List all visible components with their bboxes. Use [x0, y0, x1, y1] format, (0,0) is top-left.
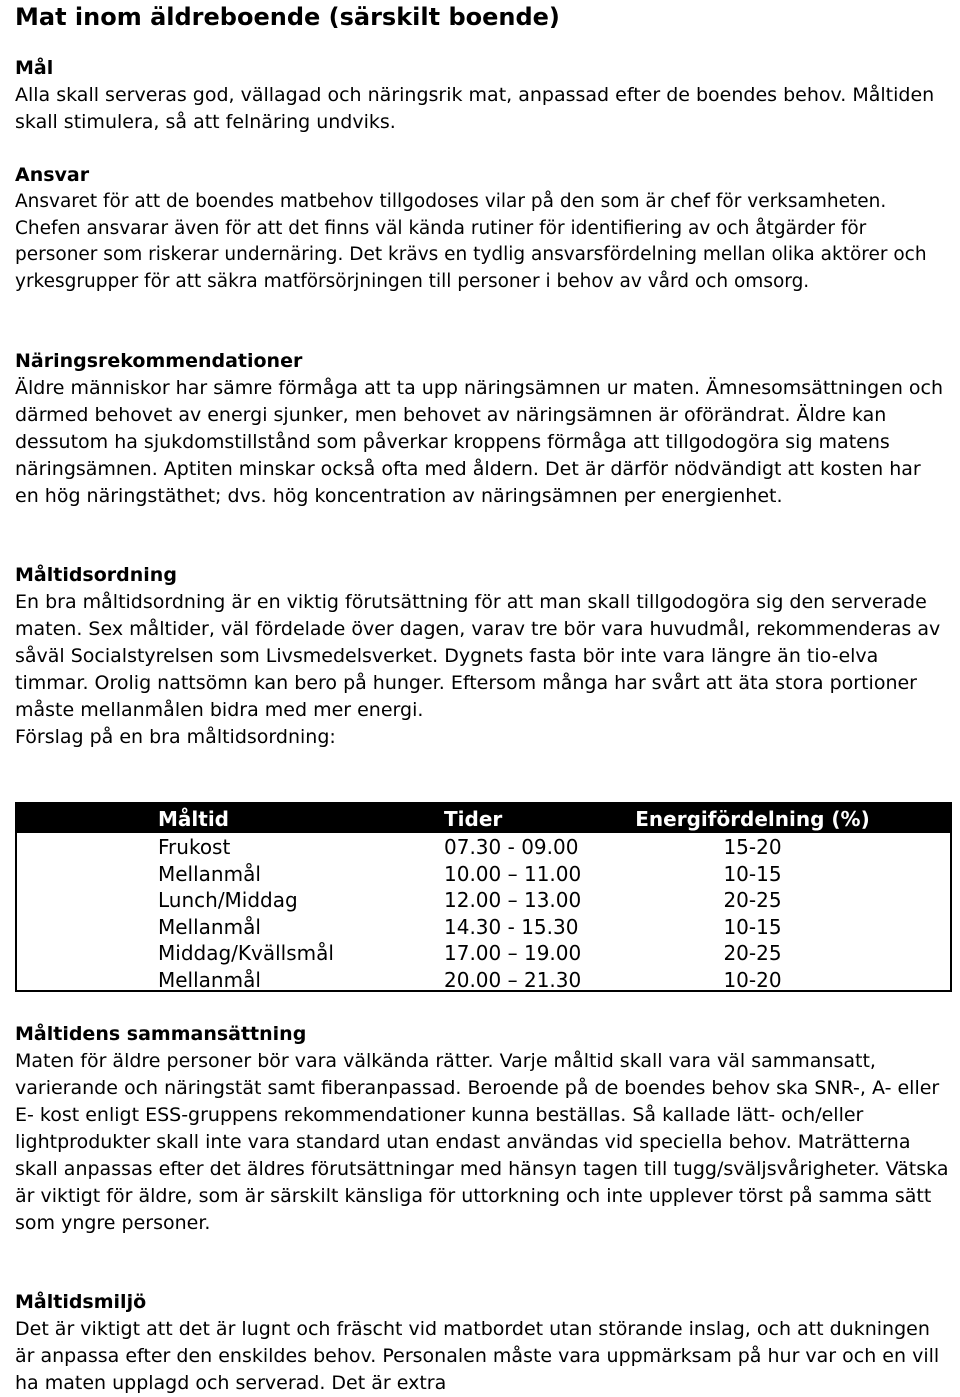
table-header-row	[17, 804, 950, 833]
table-cell-meal: Mellanmål	[158, 862, 261, 886]
section-heading-maltidsordning: Måltidsordning	[15, 564, 177, 586]
table-cell-time: 12.00 – 13.00	[444, 888, 582, 912]
section-heading-sammansattning: Måltidens sammansättning	[15, 1023, 307, 1045]
page-title: Mat inom äldreboende (särskilt boende)	[15, 3, 560, 31]
table-header-tider: Tider	[444, 807, 503, 831]
meal-schedule-table	[15, 802, 952, 992]
section-text-naringsrekommendationer: Äldre människor har sämre förmåga att ta upp näringsämnen ur maten. Ämnesomsättningen och därmed behovet av energi sjunker, men behovet av näringsämnen är oförändrat. Äldre kan dessutom ha sjukdomstillstånd som påverkar kroppens förmåga att tillgodogöra sig matens näringsämnen. Aptiten minskar också ofta med åldern. Det är därför nödvändigt att kosten har en hög näringstäthet; dvs. hög koncentration av näringsämnen per energienhet.	[15, 377, 944, 507]
section-maltidens-sammansattning	[15, 1021, 950, 1237]
table-cell-meal: Lunch/Middag	[158, 888, 298, 912]
table-cell-meal: Mellanmål	[158, 968, 261, 992]
section-maltidsmiljo	[15, 1289, 950, 1397]
table-cell-time: 10.00 – 11.00	[444, 862, 582, 886]
table-cell-time: 20.00 – 21.30	[444, 968, 582, 992]
table-cell-meal: Frukost	[158, 835, 231, 859]
section-naringsrekommendationer	[15, 348, 950, 510]
section-heading-mal: Mål	[15, 57, 54, 79]
table-cell-energy: 15-20	[723, 835, 782, 859]
table-cell-energy: 10-20	[723, 968, 782, 992]
table-header-maltid: Måltid	[158, 807, 229, 831]
table-cell-energy: 10-15	[723, 915, 782, 939]
table-cell-meal: Mellanmål	[158, 915, 261, 939]
section-mal	[15, 55, 950, 136]
section-text-mal: Alla skall serveras god, vällagad och näringsrik mat, anpassad efter de boendes behov. Måltiden skall stimulera, så att felnäring undviks.	[15, 84, 935, 133]
section-ansvar	[15, 162, 950, 295]
table-cell-energy: 20-25	[723, 888, 782, 912]
section-text-sammansattning: Maten för äldre personer bör vara välkända rätter. Varje måltid skall vara väl sammansatt, varierande och näringstät samt fiberanpassad. Beroende på de boendes behov ska SNR-, A- eller E- kost enligt ESS-gruppens rekommendationer kunna beställas. Så kallade lätt- och/eller lightprodukter skall inte vara standard utan endast användas vid speciella behov. Maträtterna skall anpassas efter det äldres förutsättningar med hänsyn tagen till tugg/sväljsvårigheter. Vätska är viktigt för äldre, som är särskilt känsliga för uttorkning och inte upplever törst på samma sätt som yngre personer.	[15, 1050, 949, 1234]
table-header-energifordelning: Energifördelning (%)	[635, 807, 870, 831]
section-heading-naringsrekommendationer: Näringsrekommendationer	[15, 350, 303, 372]
table-cell-energy: 10-15	[723, 862, 782, 886]
section-text-maltidsordning: En bra måltidsordning är en viktig förutsättning för att man skall tillgodogöra sig den serverade maten. Sex måltider, väl fördelade över dagen, varav tre bör vara huvudmål, rekommenderas av såväl Socialstyrelsen som Livsmedelsverket. Dygnets fasta bör inte vara längre än tio-elva timmar. Orolig nattsömn kan bero på hunger. Eftersom många har svårt att äta stora portioner måste mellanmålen bidra med mer energi.	[15, 591, 941, 721]
table-cell-time: 14.30 - 15.30	[444, 915, 579, 939]
table-cell-meal: Middag/Kvällsmål	[158, 941, 334, 965]
table-cell-time: 07.30 - 09.00	[444, 835, 579, 859]
section-text-maltidsmiljo: Det är viktigt att det är lugnt och fräscht vid matbordet utan störande inslag, och att dukningen är anpassa efter den enskildes behov. Personalen måste vara uppmärksam på hur var och en vill ha maten upplagd och serverad. Det är extra	[15, 1318, 940, 1394]
section-text-ansvar: Ansvaret för att de boendes matbehov tillgodoses vilar på den som är chef för verksamheten. Chefen ansvarar även för att det finns väl kända rutiner för identifiering av och åtgärder för personer som riskerar undernäring. Det krävs en tydlig ansvarsfördelning mellan olika aktörer och yrkesgrupper för att säkra matförsörjningen till personer i behov av vård och omsorg.	[15, 191, 927, 292]
table-cell-energy: 20-25	[723, 941, 782, 965]
section-maltidsordning	[15, 562, 950, 751]
table-cell-time: 17.00 – 19.00	[444, 941, 582, 965]
table-intro: Förslag på en bra måltidsordning:	[15, 726, 336, 748]
section-heading-maltidsmiljo: Måltidsmiljö	[15, 1291, 147, 1313]
section-heading-ansvar: Ansvar	[15, 164, 90, 186]
